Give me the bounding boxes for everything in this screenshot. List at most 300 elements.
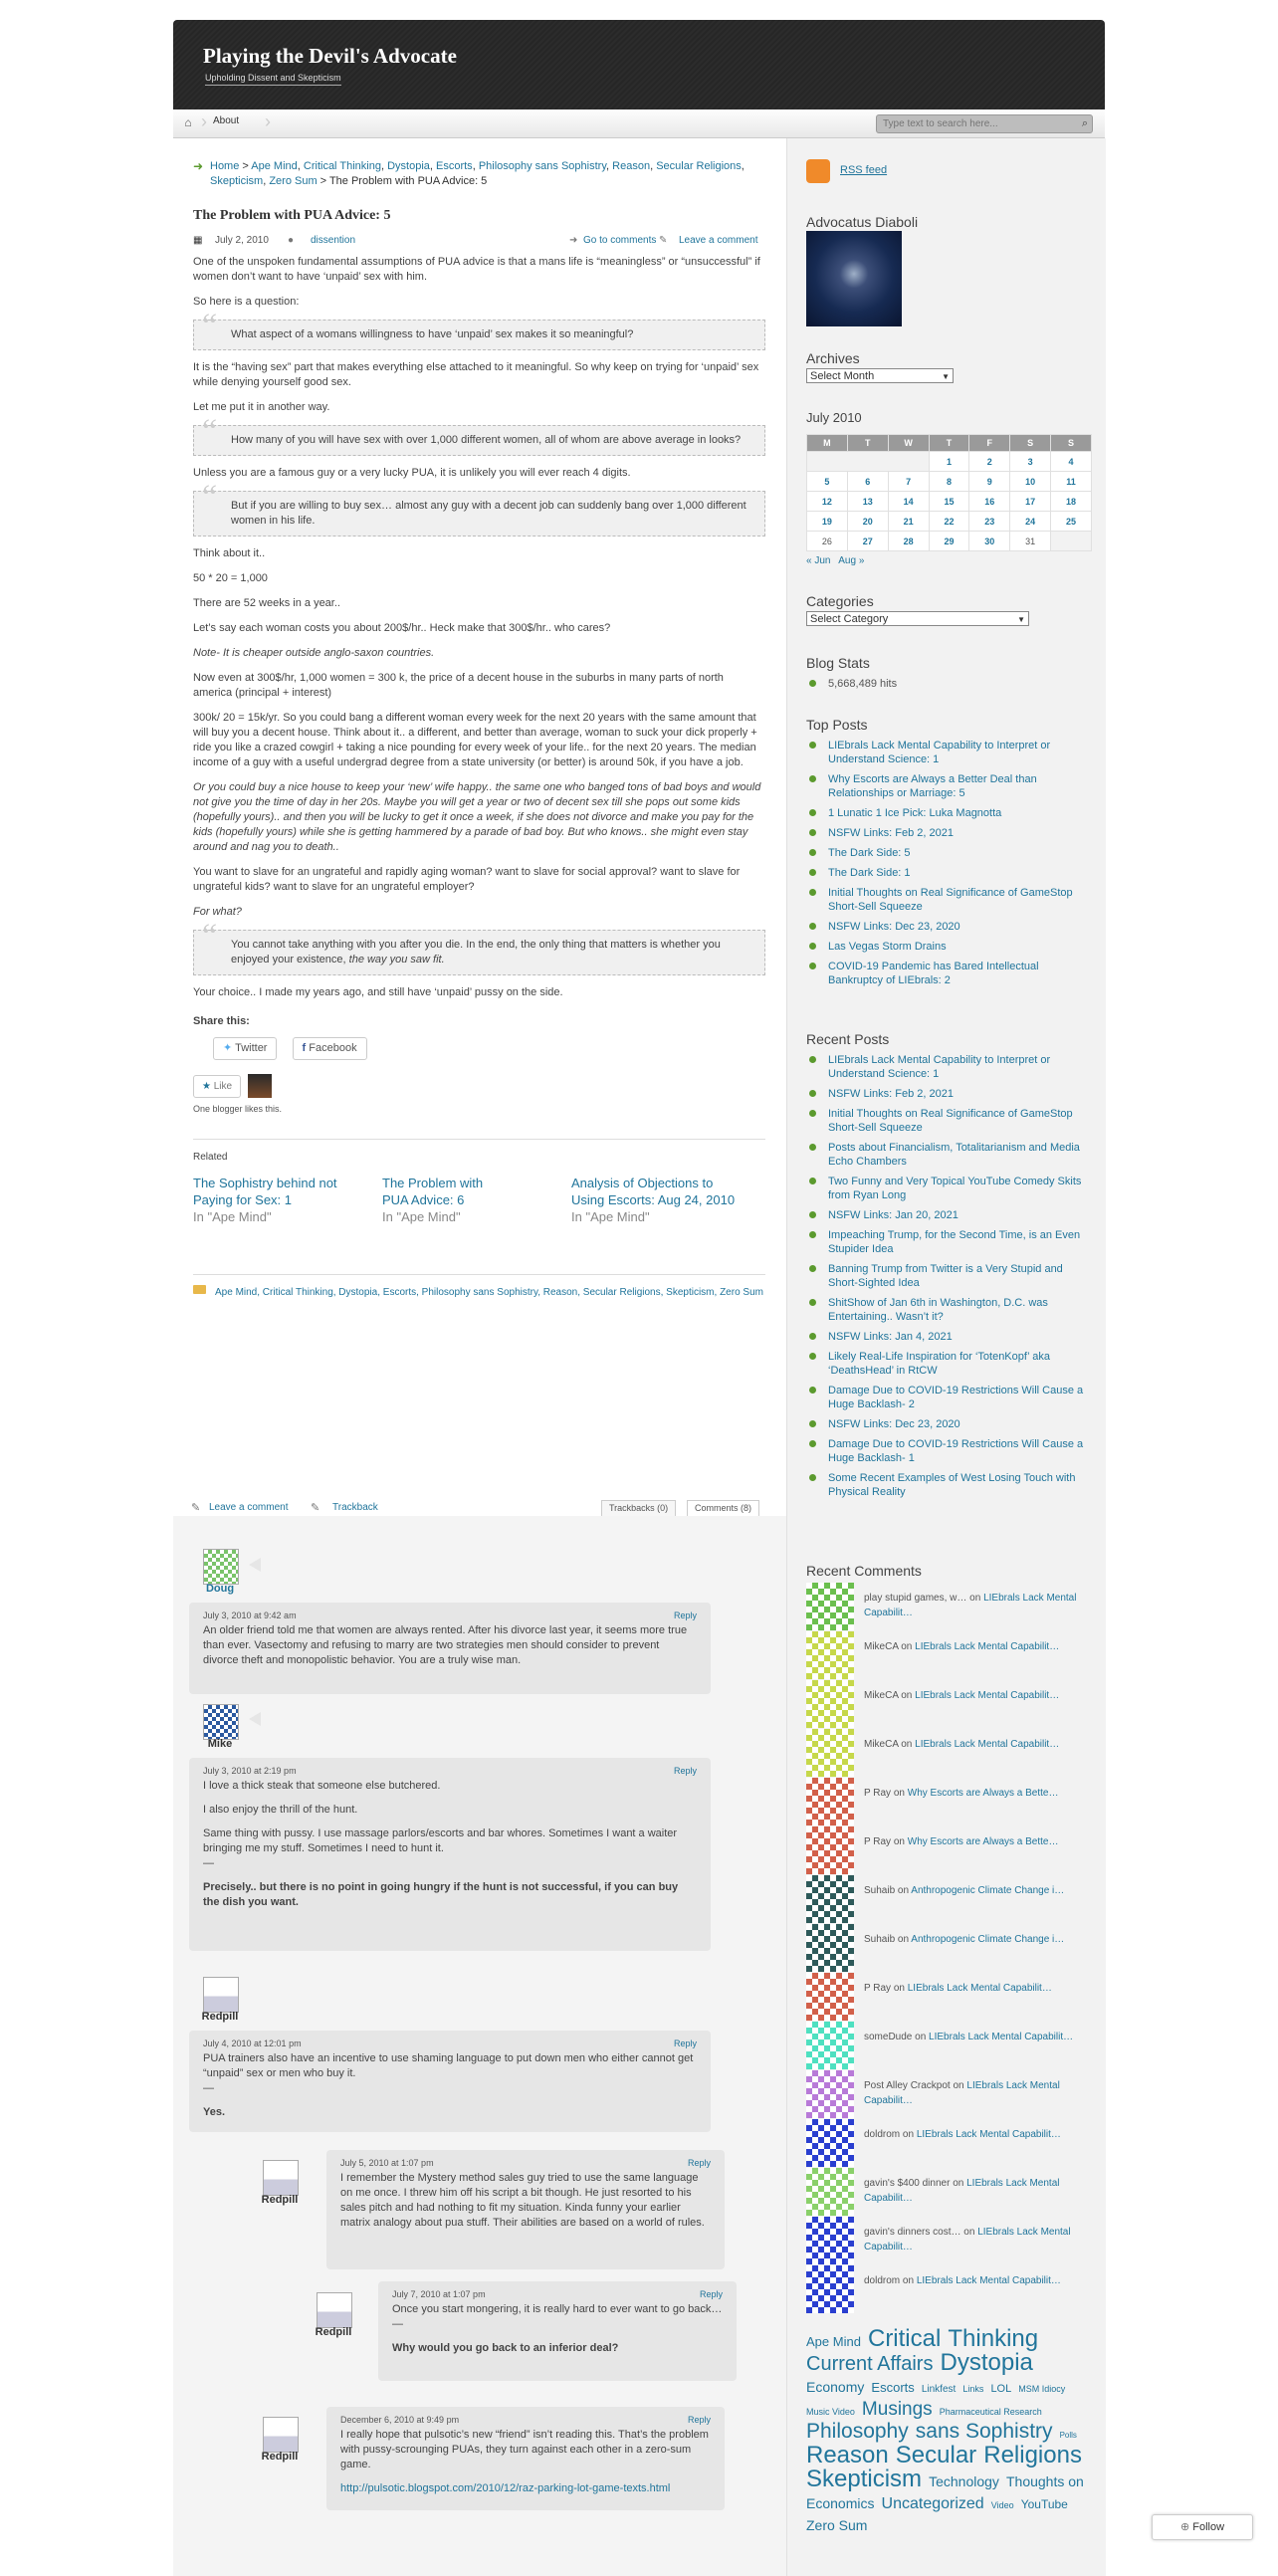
blockquote	[193, 308, 765, 350]
top-post-link[interactable]: NSFW Links: Feb 2, 2021	[806, 826, 1091, 840]
blockquote	[193, 413, 765, 456]
recent-comment-on: on	[960, 2227, 978, 2238]
recent-comment-text	[864, 2176, 1091, 2206]
calendar-day[interactable]: 20	[847, 512, 888, 532]
pencil-icon: ✎	[659, 235, 668, 246]
tag-cloud-link[interactable]: Links	[962, 2384, 984, 2394]
calendar-day[interactable]: 16	[969, 492, 1010, 512]
recent-comment-post-link[interactable]: LIEbrals Lack Mental Capabilit…	[907, 1983, 1052, 1994]
tag-cloud-link[interactable]: Current Affairs	[806, 2353, 934, 2375]
recent-comment-post-link[interactable]: Why Escorts are Always a Bette…	[907, 1836, 1059, 1847]
post-paragraph: There are 52 weeks in a year..	[193, 597, 340, 609]
related-posts	[193, 1175, 765, 1258]
comment-date[interactable]: December 6, 2010 at 9:49 pm	[340, 2415, 460, 2425]
recent-comment-on: on	[912, 2032, 930, 2042]
avatar[interactable]	[806, 1631, 854, 1679]
comment-author: Redpill	[315, 2326, 352, 2338]
recent-post-link[interactable]: NSFW Links: Jan 4, 2021	[806, 1330, 1091, 1344]
comment-author[interactable]: Doug	[205, 1583, 235, 1595]
breadcrumb-cat[interactable]: Zero Sum	[269, 175, 318, 187]
nav-separator: ›	[265, 111, 271, 131]
recent-post-link[interactable]: Posts about Financialism, Totalitarianism and Media Echo Chambers	[806, 1141, 1091, 1169]
recent-comment-author: Suhaib	[864, 1934, 896, 1945]
tag-cloud-link[interactable]: Escorts	[871, 2380, 915, 2395]
calendar-day-header: F	[969, 435, 1010, 452]
related-item	[571, 1175, 746, 1225]
post-paragraph: 300k/ 20 = 15k/yr. So you could bang a different woman every week for the next 20 years with the same amount that will buy you a decent house. Think about it.. a different, and better than average, woman to suck your dick properly + ride you like a crazed cowgirl + taking a nice pounding for every week of your life.. for the next 20 years. The median income of a guy with a useful undergrad degree from a state university (or better) is around 50k, if you have a job.	[193, 712, 757, 768]
tag-cloud-link[interactable]: Music Video	[806, 2407, 855, 2417]
widget-title: Recent Posts	[806, 1031, 890, 1047]
recent-comment-item	[806, 1631, 1091, 1679]
calendar-icon: ▦	[193, 235, 203, 246]
post-paragraph: Think about it..	[193, 547, 266, 559]
recent-comment-on: on	[891, 1788, 908, 1799]
archives-select[interactable]	[806, 368, 954, 383]
recent-post-link[interactable]: NSFW Links: Dec 23, 2020	[806, 1417, 1091, 1431]
comment-date[interactable]: July 5, 2010 at 1:07 pm	[340, 2158, 434, 2168]
widget-title: Top Posts	[806, 717, 868, 733]
breadcrumb-cat[interactable]: Escorts	[436, 160, 473, 172]
post-paragraph: Your choice.. I made my years ago, and still have ‘unpaid’ pussy on the side.	[193, 986, 563, 998]
calendar-day[interactable]: 22	[929, 512, 969, 532]
tag-cloud-link[interactable]: Technology	[929, 2473, 999, 2489]
breadcrumb-cat[interactable]: Critical Thinking	[303, 160, 381, 172]
tag-cloud-link[interactable]: Philosophy	[806, 2420, 909, 2443]
recent-comment-item	[806, 2022, 1091, 2069]
comment-text: Precisely.. but there is no point in going hungry if the hunt is not successful, if you can buy the dish you want.	[203, 1881, 679, 1908]
top-post-link[interactable]: Las Vegas Storm Drains	[806, 940, 1091, 954]
avatar[interactable]	[806, 2265, 854, 2313]
post-author[interactable]: dissention	[311, 235, 356, 246]
pencil-icon: ✎	[191, 1502, 201, 1514]
archives-select-value: Select Month	[810, 370, 875, 382]
recent-post-link[interactable]: NSFW Links: Jan 20, 2021	[806, 1208, 1091, 1222]
recent-comment-on: on	[898, 1739, 916, 1750]
breadcrumb-cat[interactable]: Philosophy sans Sophistry	[478, 160, 607, 172]
comments-icon: ➜	[569, 235, 578, 246]
tag-cloud-link[interactable]: Pharmaceutical Research	[939, 2407, 1042, 2417]
tab-comments[interactable]: Comments (8)	[687, 1500, 759, 1516]
tag-cloud-link[interactable]: Ape Mind	[806, 2334, 861, 2349]
liker-avatar[interactable]	[248, 1074, 272, 1098]
comment-date[interactable]: July 7, 2010 at 1:07 pm	[392, 2289, 486, 2299]
top-posts-list	[806, 739, 1091, 993]
related-link[interactable]: The Problem with PUA Advice: 6	[382, 1176, 484, 1207]
recent-comment-post-link[interactable]: LIEbrals Lack Mental Capabilit…	[864, 2227, 1071, 2253]
recent-comment-text	[864, 2078, 1091, 2108]
calendar-day[interactable]: 11	[1051, 472, 1092, 492]
comment-link[interactable]: http://pulsotic.blogspot.com/2010/12/raz-parking-lot-game-texts.html	[340, 2482, 671, 2494]
comment	[326, 2407, 725, 2510]
recent-comment-author: MikeCA	[864, 1739, 899, 1750]
calendar-day[interactable]: 6	[847, 472, 888, 492]
related-category: In "Ape Mind"	[382, 1209, 461, 1224]
related-link[interactable]: The Sophistry behind not Paying for Sex: 1	[193, 1176, 337, 1207]
avatar[interactable]	[317, 2292, 352, 2328]
calendar-day[interactable]: 8	[929, 472, 969, 492]
calendar-day[interactable]: 10	[1010, 472, 1051, 492]
calendar-day[interactable]: 27	[847, 532, 888, 551]
leave-comment-link[interactable]: Leave a comment	[209, 1502, 289, 1513]
post-paragraph: For what?	[193, 906, 242, 918]
comment-text: Same thing with pussy. I use massage parlors/escorts and bar whores. Sometimes I want a waiter bringing me my stuff. Sometimes I need to hunt it.	[203, 1827, 678, 1854]
tab-trackbacks[interactable]: Trackbacks (0)	[601, 1500, 676, 1516]
recent-comment-text	[864, 1786, 1091, 1801]
blog-stats	[806, 677, 1091, 697]
recent-comment-text	[864, 2127, 1091, 2142]
recent-comment-text	[864, 2225, 1091, 2254]
tag-cloud-link[interactable]: Religions	[983, 2442, 1082, 2469]
nav-bar	[173, 109, 1105, 138]
avatar[interactable]	[806, 2217, 854, 2264]
calendar-day[interactable]: 4	[1051, 452, 1092, 472]
recent-comment-author: doldrom	[864, 2129, 901, 2140]
breadcrumb-cat[interactable]: Secular Religions	[656, 160, 742, 172]
recent-comment-on: on	[895, 1885, 912, 1896]
calendar-day[interactable]: 19	[807, 512, 848, 532]
calendar-day[interactable]: 3	[1010, 452, 1051, 472]
rss-widget	[806, 159, 1091, 183]
recent-comment-post-link[interactable]: LIEbrals Lack Mental Capabilit…	[916, 2129, 1061, 2140]
recent-comment-author: P Ray	[864, 1788, 892, 1799]
tag-cloud-link[interactable]: Economy	[806, 2379, 865, 2395]
blockquote-text: You cannot take anything with you after you die. In the end, the only thing that matters is whether you enjoyed your existence,	[231, 939, 721, 966]
comment	[189, 1603, 711, 1694]
follow-label: Follow	[1192, 2521, 1225, 2533]
breadcrumb: ➜ Home > Ape Mind, Critical Thinking, Dystopia, Escorts, Philosophy sans Sophistry, Reason, Secular Religions, Skepticism, Zero Sum > The Problem with PUA Advice: 5	[193, 159, 745, 187]
calendar-day[interactable]: 12	[807, 492, 848, 512]
calendar-day[interactable]: 2	[969, 452, 1010, 472]
recent-comment-author: play stupid games, w…	[864, 1593, 967, 1604]
recent-comment-on: on	[895, 1934, 912, 1945]
avatar[interactable]	[806, 1826, 854, 1874]
share-twitter-label: Twitter	[235, 1042, 268, 1054]
tag-cloud-link[interactable]: Dystopia	[940, 2349, 1033, 2376]
top-post-link[interactable]: Why Escorts are Always a Better Deal than Relationships or Marriage: 5	[806, 772, 1091, 800]
avatar[interactable]	[806, 1583, 854, 1630]
breadcrumb-cat[interactable]: Skepticism	[210, 175, 264, 187]
rss-feed-link[interactable]: RSS feed	[840, 164, 888, 176]
breadcrumb-cat[interactable]: Ape Mind	[251, 160, 298, 172]
chevron-down-icon: ▼	[942, 372, 950, 381]
calendar	[806, 434, 1092, 551]
recent-comment-author: MikeCA	[864, 1641, 899, 1652]
tag-cloud-link[interactable]: Musings	[861, 2399, 933, 2420]
breadcrumb-current: The Problem with PUA Advice: 5	[328, 175, 488, 187]
comment-text: PUA trainers also have an incentive to use shaming language to put down men who either cannot get “unpaid” sex or men who buy it.	[203, 2052, 694, 2079]
recent-comment-item	[806, 1826, 1091, 1874]
tag-cloud-link[interactable]: Uncategorized	[881, 2495, 984, 2512]
trackback-link[interactable]: Trackback	[332, 1502, 378, 1513]
calendar-day[interactable]: 29	[929, 532, 969, 551]
like-label: Like	[213, 1080, 233, 1092]
search-input[interactable]	[881, 116, 1068, 131]
site-title[interactable]: Playing the Devil's Advocate	[203, 44, 457, 68]
recent-comment-text	[864, 1639, 1091, 1654]
tag-cloud-link[interactable]: Zero Sum	[806, 2517, 868, 2533]
recent-comment-on: on	[898, 1641, 916, 1652]
avatar[interactable]	[806, 2070, 854, 2118]
avatar[interactable]	[806, 2022, 854, 2069]
avatar[interactable]	[806, 1778, 854, 1825]
search-icon[interactable]: ⌕	[1081, 117, 1088, 129]
avatar[interactable]	[806, 1924, 854, 1972]
tag-cloud-link[interactable]: YouTube	[1020, 2497, 1068, 2511]
top-post-link[interactable]: The Dark Side: 1	[806, 866, 1091, 880]
follow-button[interactable]	[1152, 2514, 1253, 2540]
twitter-icon: ✦	[223, 1042, 233, 1054]
recent-post-link[interactable]: Initial Thoughts on Real Significance of GameStop Short-Sell Squeeze	[806, 1107, 1091, 1135]
top-post-link[interactable]: NSFW Links: Dec 23, 2020	[806, 920, 1091, 934]
breadcrumb-home[interactable]: Home	[210, 160, 240, 172]
post-paragraph: 50 * 20 = 1,000	[193, 572, 268, 584]
calendar-day: 26	[807, 532, 848, 551]
recent-comment-on: on	[950, 2178, 967, 2189]
calendar-day[interactable]: 18	[1051, 492, 1092, 512]
top-post-link[interactable]: Initial Thoughts on Real Significance of GameStop Short-Sell Squeeze	[806, 886, 1091, 914]
tag-cloud-link[interactable]: Skepticism	[806, 2466, 923, 2492]
calendar-day[interactable]: 1	[929, 452, 969, 472]
site-header	[173, 20, 1105, 109]
tag-cloud	[806, 2325, 1091, 2537]
post-paragraph: Let me put it in another way.	[193, 401, 330, 413]
reply-link[interactable]: Reply	[687, 2158, 711, 2168]
tag-cloud-link[interactable]: Polls	[1059, 2431, 1077, 2440]
post-paragraph: Let’s say each woman costs you about 200$/hr.. Heck make that 300$/hr.. who cares?	[193, 622, 611, 634]
calendar-day[interactable]: 15	[929, 492, 969, 512]
avatar[interactable]	[806, 1729, 854, 1777]
avatar[interactable]	[263, 2417, 299, 2453]
avatar[interactable]	[806, 1680, 854, 1728]
categories-select[interactable]	[806, 611, 1029, 626]
calendar-day-header: S	[1010, 435, 1051, 452]
post-paragraph: Unless you are a famous guy or a very lucky PUA, it is unlikely you will ever reach 4 digits.	[193, 467, 631, 479]
post-date: July 2, 2010	[215, 235, 269, 246]
calendar-prev-link[interactable]: « Jun	[806, 555, 831, 566]
calendar-next-link[interactable]: Aug »	[838, 555, 865, 566]
recent-comment-text	[864, 2030, 1091, 2044]
facebook-icon: f	[302, 1042, 307, 1054]
calendar-day[interactable]: 17	[1010, 492, 1051, 512]
recent-comment-post-link[interactable]: Anthropogenic Climate Change i…	[911, 1885, 1065, 1896]
breadcrumb-arrow-icon: ➜	[193, 159, 204, 173]
calendar-day[interactable]: 5	[807, 472, 848, 492]
calendar-day-header: S	[1051, 435, 1092, 452]
comment-text: I also enjoy the thrill of the hunt.	[203, 1804, 358, 1816]
recent-post-link[interactable]: LIEbrals Lack Mental Capability to Interpret or Understand Science: 1	[806, 1053, 1091, 1081]
folder-icon	[193, 1285, 206, 1294]
calendar-day[interactable]: 24	[1010, 512, 1051, 532]
post-body	[193, 255, 765, 1300]
share-facebook-label: Facebook	[309, 1042, 357, 1054]
tag-cloud-link[interactable]: sans Sophistry	[915, 2420, 1053, 2443]
recent-post-link[interactable]: Some Recent Examples of West Losing Touch with Physical Reality	[806, 1471, 1091, 1499]
tag-cloud-link[interactable]: Thoughts on Economics	[806, 2473, 1084, 2511]
avatar[interactable]	[806, 2119, 854, 2167]
blockquote-text: But if you are willing to buy sex… almost any guy with a decent job can suddenly bang over 1,000 different women in his life.	[231, 500, 746, 527]
widget-title: Archives	[806, 350, 860, 366]
recent-comment-item	[806, 1729, 1091, 1777]
tag-cloud-link[interactable]: Critical	[867, 2325, 942, 2352]
comment-separator: —	[203, 2082, 214, 2094]
recent-comment-on: on	[950, 2080, 967, 2091]
calendar-day[interactable]: 30	[969, 532, 1010, 551]
recent-comment-text	[864, 2273, 1091, 2288]
tag-cloud-link[interactable]: Thinking	[948, 2325, 1039, 2352]
post-paragraph: Note- It is cheaper outside anglo-saxon countries.	[193, 647, 435, 659]
calendar-day: 31	[1010, 532, 1051, 551]
site-tagline: Upholding Dissent and Skepticism	[205, 73, 341, 86]
avatar[interactable]	[806, 2168, 854, 2216]
recent-comment-post-link[interactable]: Why Escorts are Always a Bette…	[907, 1788, 1059, 1799]
comment-text: Once you start mongering, it is really hard to ever want to go back…	[392, 2303, 723, 2315]
recent-comment-item	[806, 1680, 1091, 1728]
recent-post-link[interactable]: Impeaching Trump, for the Second Time, is an Even Stupider Idea	[806, 1228, 1091, 1256]
recent-comment-post-link[interactable]: LIEbrals Lack Mental Capabilit…	[929, 2032, 1074, 2042]
avatar[interactable]	[203, 1977, 239, 2013]
recent-post-link[interactable]: Likely Real-Life Inspiration for ‘TotenKopf’ aka ‘DeathsHead’ in RtCW	[806, 1350, 1091, 1378]
comment-author: Mike	[207, 1738, 233, 1750]
reply-link[interactable]: Reply	[687, 2415, 711, 2425]
comment-date[interactable]: July 4, 2010 at 12:01 pm	[203, 2039, 302, 2048]
post-title: The Problem with PUA Advice: 5	[193, 208, 391, 223]
recent-comment-post-link[interactable]: LIEbrals Lack Mental Capabilit…	[864, 2178, 1060, 2204]
recent-comment-item	[806, 1875, 1091, 1923]
calendar-day[interactable]: 7	[888, 472, 929, 492]
calendar-day[interactable]: 9	[969, 472, 1010, 492]
quote-icon: “	[202, 413, 218, 450]
related-item	[382, 1175, 512, 1225]
comment-date[interactable]: July 3, 2010 at 9:42 am	[203, 1610, 297, 1620]
tag-cloud-link[interactable]: LOL	[990, 2383, 1012, 2395]
tag-cloud-link[interactable]: Linkfest	[921, 2384, 957, 2395]
recent-post-link[interactable]: ShitShow of Jan 6th in Washington, D.C. was Entertaining.. Wasn’t it?	[806, 1296, 1091, 1324]
recent-comment-author: MikeCA	[864, 1690, 899, 1701]
recent-post-link[interactable]: NSFW Links: Feb 2, 2021	[806, 1087, 1091, 1101]
comment-text: Yes.	[203, 2106, 226, 2118]
goto-comments-link[interactable]: Go to comments	[583, 235, 657, 246]
comment-text: I love a thick steak that someone else butchered.	[203, 1780, 441, 1792]
speech-pointer	[249, 1712, 261, 1726]
avatar[interactable]	[263, 2160, 299, 2196]
recent-post-link[interactable]: Banning Trump from Twitter is a Very Stupid and Short-Sighted Idea	[806, 1262, 1091, 1290]
related-link[interactable]: Analysis of Objections to Using Escorts: Aug 24, 2010	[571, 1176, 736, 1207]
comment-author: Redpill	[261, 2451, 299, 2463]
calendar-day[interactable]: 23	[969, 512, 1010, 532]
top-post-link[interactable]: 1 Lunatic 1 Ice Pick: Luka Magnotta	[806, 806, 1091, 820]
calendar-day-header: W	[888, 435, 929, 452]
tag-cloud-link[interactable]: MSM Idiocy	[1018, 2384, 1066, 2394]
calendar-day[interactable]: 14	[888, 492, 929, 512]
comment	[189, 1758, 711, 1951]
widget-title: Recent Comments	[806, 1563, 922, 1579]
recent-comment-text	[864, 1932, 1091, 1947]
recent-comment-item	[806, 2119, 1091, 2167]
tag-cloud-link[interactable]: Video	[990, 2500, 1014, 2510]
avatar[interactable]	[806, 1875, 854, 1923]
tag-cloud-link[interactable]: Secular	[895, 2442, 977, 2469]
recent-comment-post-link[interactable]: LIEbrals Lack Mental Capabilit…	[864, 2080, 1060, 2106]
avatar[interactable]	[203, 1704, 239, 1740]
recent-post-link[interactable]: Damage Due to COVID-19 Restrictions Will Cause a Huge Backlash- 2	[806, 1384, 1091, 1411]
comment-author: Redpill	[201, 2011, 239, 2023]
comment	[326, 2150, 725, 2269]
recent-comment-item	[806, 2265, 1091, 2313]
post-tags-links[interactable]: Ape Mind, Critical Thinking, Dystopia, Escorts, Philosophy sans Sophistry, Reason, Secular Religions, Skepticism, Zero Sum	[215, 1287, 763, 1298]
recent-comment-author: gavin's $400 dinner	[864, 2178, 951, 2189]
top-post-link[interactable]: LIEbrals Lack Mental Capability to Interpret or Understand Science: 1	[806, 739, 1091, 766]
recent-comment-post-link[interactable]: Anthropogenic Climate Change i…	[911, 1934, 1065, 1945]
post-tags	[193, 1274, 765, 1300]
avatar[interactable]	[806, 1973, 854, 2021]
post-paragraph: Or you could buy a nice house to keep your ‘new’ wife happy.. the same one who banged tons of bad boys and would not give you the time of day in her 20s. Maybe you will get a year or two of decent sex till she pops out some kids (hopefully yours).. and then you will be lucky to get it once a week, if she does not divorce and make you pay for the kids (hopefully yours) while she is getting hammered by a parade of bad boy. But who knows.. she might even stay around and nag you to death..	[193, 781, 761, 853]
calendar-day[interactable]: 13	[847, 492, 888, 512]
share-heading: Share this:	[193, 1015, 250, 1027]
home-icon[interactable]: ⌂	[184, 115, 192, 129]
leave-comment-link[interactable]: Leave a comment	[679, 235, 758, 246]
like-button[interactable]	[193, 1075, 241, 1098]
comment-bar	[173, 1498, 786, 1516]
avatar[interactable]	[203, 1549, 239, 1585]
recent-post-link[interactable]: Two Funny and Very Topical YouTube Comedy Skits from Ryan Long	[806, 1175, 1091, 1202]
recent-comment-on: on	[891, 1983, 908, 1994]
breadcrumb-cat[interactable]: Reason	[612, 160, 651, 172]
blockquote-text: How many of you will have sex with over 1,000 different women, all of whom are above average in looks?	[231, 434, 742, 446]
recent-comment-post-link[interactable]: LIEbrals Lack Mental Capabilit…	[915, 1739, 1060, 1750]
recent-post-link[interactable]: Damage Due to COVID-19 Restrictions Will Cause a Huge Backlash- 1	[806, 1437, 1091, 1465]
comment-text: I really hope that pulsotic’s new “friend” isn’t reading this. That’s the problem with pussy-scrounging PUAs, they turn against each other in a zero-sum game.	[340, 2429, 709, 2470]
recent-comment-post-link[interactable]: LIEbrals Lack Mental Capabilit…	[864, 1593, 1077, 1618]
reply-link[interactable]: Reply	[673, 2039, 697, 2048]
reply-link[interactable]: Reply	[673, 1610, 697, 1620]
comment-date[interactable]: July 3, 2010 at 2:19 pm	[203, 1766, 297, 1776]
share-twitter-button[interactable]	[213, 1037, 277, 1060]
blockquote-emphasis: the way you saw fit.	[348, 954, 445, 966]
profile-image[interactable]	[806, 231, 902, 326]
post-paragraph: You want to slave for an ungrateful and rapidly aging woman? want to slave for social approval? want to slave for ungrateful kids? want to slave for an ungrateful employer?	[193, 866, 741, 893]
comment-author: Redpill	[261, 2194, 299, 2206]
recent-comment-post-link[interactable]: LIEbrals Lack Mental Capabilit…	[915, 1641, 1060, 1652]
breadcrumb-cat[interactable]: Dystopia	[387, 160, 430, 172]
calendar-pad	[1051, 532, 1092, 551]
recent-comment-post-link[interactable]: LIEbrals Lack Mental Capabilit…	[916, 2275, 1061, 2286]
reply-link[interactable]: Reply	[699, 2289, 723, 2299]
recent-comment-text	[864, 1591, 1091, 1620]
recent-comment-post-link[interactable]: LIEbrals Lack Mental Capabilit…	[915, 1690, 1060, 1701]
recent-comment-item	[806, 1924, 1091, 1972]
recent-comment-text	[864, 1834, 1091, 1849]
top-post-link[interactable]: COVID-19 Pandemic has Bared Intellectual Bankruptcy of LIEbrals: 2	[806, 960, 1091, 987]
nav-separator: ›	[201, 111, 207, 131]
comment-separator: —	[203, 1857, 214, 1869]
related-category: In "Ape Mind"	[193, 1209, 272, 1224]
calendar-day[interactable]: 28	[888, 532, 929, 551]
recent-comment-author: P Ray	[864, 1983, 892, 1994]
recent-comment-author: Post Alley Crackpot	[864, 2080, 951, 2091]
calendar-day[interactable]: 25	[1051, 512, 1092, 532]
tag-cloud-link[interactable]: Reason	[806, 2442, 889, 2469]
rss-icon[interactable]	[806, 159, 830, 183]
share-facebook-button[interactable]	[293, 1037, 367, 1060]
recent-comment-author: Suhaib	[864, 1885, 896, 1896]
calendar-day[interactable]: 21	[888, 512, 929, 532]
top-post-link[interactable]: The Dark Side: 5	[806, 846, 1091, 860]
nav-about[interactable]: About	[213, 115, 240, 126]
star-icon: ★	[202, 1080, 211, 1092]
recent-comment-on: on	[898, 1690, 916, 1701]
recent-comment-on: on	[891, 1836, 908, 1847]
reply-link[interactable]: Reply	[673, 1766, 697, 1776]
